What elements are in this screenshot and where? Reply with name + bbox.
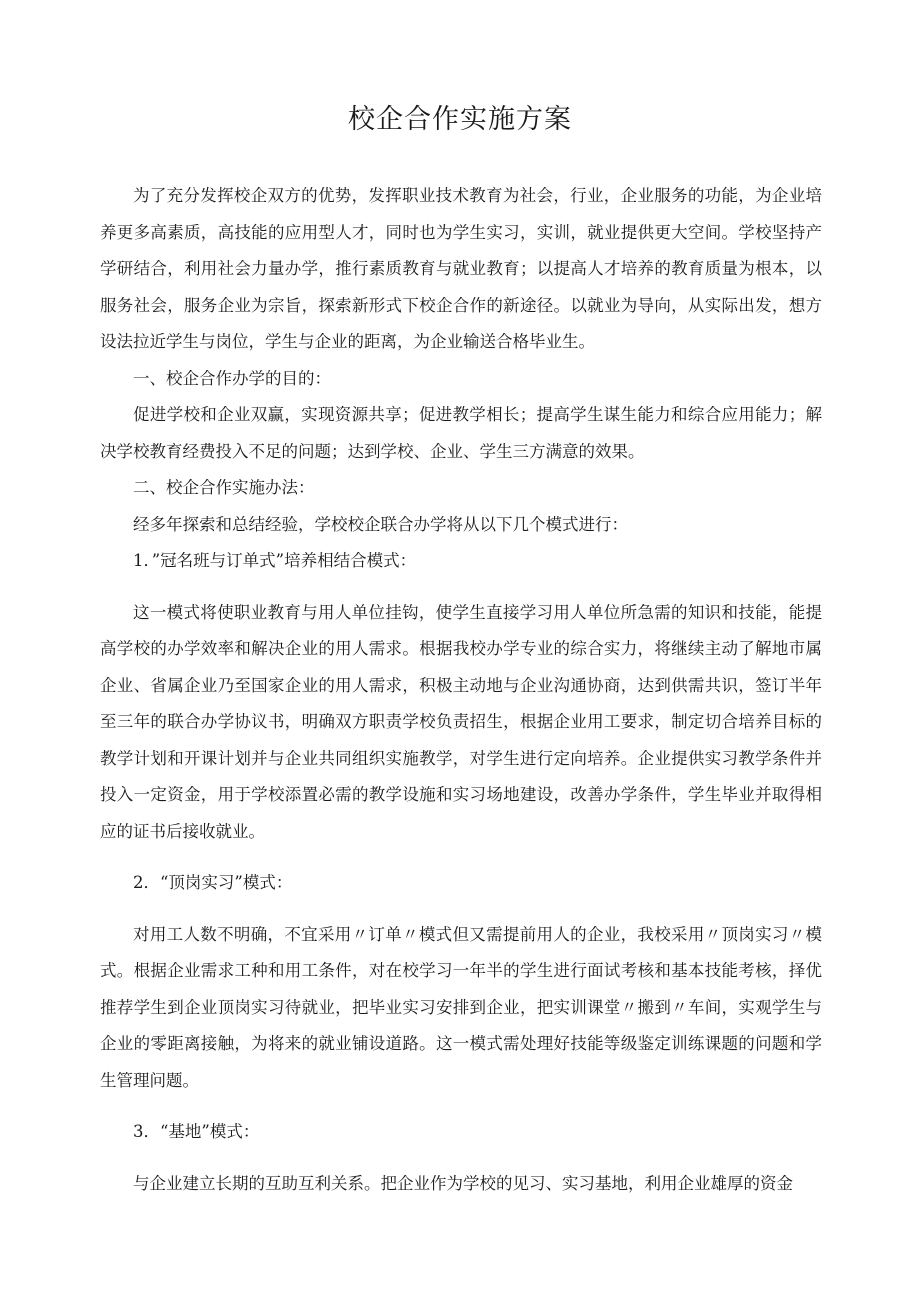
mode-heading-1: 1．”冠名班与订单式”培养相结合模式：: [133, 551, 417, 570]
methods-intro-paragraph: 经多年探索和总结经验，学校校企联合办学将从以下几个模式进行：: [133, 514, 628, 534]
mode-heading-3: 3．“基地”模式：: [133, 1122, 260, 1141]
section-heading-methods: 二、校企合作实施办法：: [133, 478, 315, 497]
purpose-paragraph: 促进学校和企业双赢，实现资源共享；促进教学相长；提高学生谋生能力和综合应用能力；解决学校教育经费投入不足的问题；达到学校、企业、学生三方满意的效果。: [100, 405, 822, 461]
intro-paragraph: 为了充分发挥校企双方的优势，发挥职业技术教育为社会，行业，企业服务的功能，为企业培养更多高素质，高技能的应用型人才，同时也为学生实习，实训，就业提供更大空间。学校坚持产学研结合，利用社会力量办学，推行素质教育与就业教育；以提高人才培养的教育质量为根本，以服务社会，服务企业为宗旨，探索新形式下校企合作的新途径。以就业为导向，从实际出发，想方设法拉近学生与岗位，学生与企业的距离，为企业输送合格毕业生。: [100, 186, 822, 351]
document-title: 校企合作实施方案: [348, 104, 572, 135]
mode-1-paragraph: 这一模式将使职业教育与用人单位挂钩，使学生直接学习用人单位所急需的知识和技能，能提高学校的办学效率和解决企业的用人需求。根据我校办学专业的综合实力，将继续主动了解地市属企业、省属企业乃至国家企业的用人需求，积极主动地与企业沟通协商，达到供需共识，签订半年至三年的联合办学协议书，明确双方职责学校负责招生，根据企业用工要求，制定切合培养目标的教学计划和开课计划并与企业共同组织实施教学，对学生进行定向培养。企业提供实习教学条件并投入一定资金，用于学校添置必需的教学设施和实习场地建设，改善办学条件，学生毕业并取得相应的证书后接收就业。: [100, 602, 822, 841]
mode-heading-2: 2．“顶岗实习”模式：: [133, 873, 293, 892]
mode-2-paragraph: 对用工人数不明确，不宜采用〃订单〃模式但又需提前用人的企业，我校采用〃顶岗实习〃模式。根据企业需求工种和用工条件，对在校学习一年半的学生进行面试考核和基本技能考核，择优推荐学生到企业顶岗实习待就业，把毕业实习安排到企业，把实训课堂〃搬到〃车间，实观学生与企业的零距离接触，为将来的就业铺设道路。这一模式需处理好技能等级鉴定训练课题的问题和学生管理问题。: [100, 924, 822, 1090]
mode-3-paragraph: 与企业建立长期的互助互利关系。把企业作为学校的见习、实习基地，利用企业雄厚的资金: [133, 1173, 793, 1193]
section-heading-purpose: 一、校企合作办学的目的：: [133, 368, 331, 388]
document-body: [100, 178, 822, 1202]
